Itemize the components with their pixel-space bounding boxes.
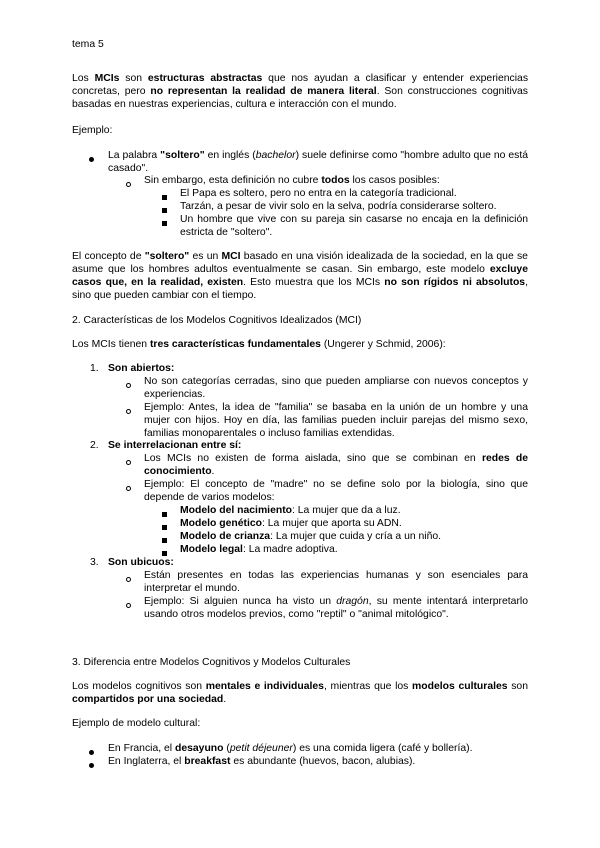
madre-model: Modelo del nacimiento: La mujer que da a luz. — [180, 505, 401, 516]
bullet-circle-icon — [126, 482, 131, 495]
list-sub-item: Ejemplo: Antes, la idea de "familia" se basaba en la unión de un hombre y una mujer con hijos. Hoy en día, las familias pueden incluir parejas del mismo sexo, familias monoparentales o incluso familias extendidas. — [144, 402, 528, 439]
list-sub-item: Los MCIs no existen de forma aislada, sino que se combinan en redes de conocimiento. — [144, 453, 529, 477]
bullet-square-icon — [162, 191, 167, 204]
bullet-square-icon — [162, 508, 167, 521]
soltero-sub-bullet: Sin embargo, esta definición no cubre todos los casos posibles: — [144, 175, 440, 186]
soltero-case: El Papa es soltero, pero no entra en la categoría tradicional. — [180, 188, 457, 199]
section-3-paragraph: Los modelos cognitivos son mentales e individuales, mientras que los modelos culturales son compartidos por una sociedad. — [72, 681, 528, 705]
bullet-circle-icon — [126, 405, 131, 418]
list-number: 2. — [90, 440, 99, 451]
ejemplo-label: Ejemplo: — [72, 125, 113, 136]
bullet-circle-icon — [126, 456, 131, 469]
bullet-circle-icon — [126, 599, 131, 612]
bullet-square-icon — [162, 217, 167, 230]
soltero-case: Un hombre que vive con su pareja sin casarse no encaja en la definición estricta de "soltero". — [180, 214, 528, 238]
section-2-lead: Los MCIs tienen tres características fundamentales (Ungerer y Schmid, 2006): — [72, 339, 446, 350]
bullet-square-icon — [162, 534, 167, 547]
soltero-bullet: La palabra "soltero" en inglés (bachelor) suele definirse como "hombre adulto que no está casado". — [108, 150, 529, 174]
bullet-circle-icon — [126, 379, 131, 392]
bullet-dot-icon — [89, 153, 94, 166]
bullet-dot-icon — [89, 759, 94, 772]
bullet-square-icon — [162, 521, 167, 534]
list-sub-item: Ejemplo: Si alguien nunca ha visto un dragón, su mente intentará interpretarlo usando otros modelos previos, como "reptil" o "animal mitológico". — [144, 596, 528, 620]
soltero-case: Tarzán, a pesar de vivir solo en la selva, podría considerarse soltero. — [180, 201, 497, 212]
bullet-square-icon — [162, 204, 167, 217]
bullet-circle-icon — [126, 573, 131, 586]
page-header: tema 5 — [72, 39, 104, 50]
section-3-heading: 3. Diferencia entre Modelos Cognitivos y Modelos Culturales — [72, 657, 351, 668]
madre-model: Modelo genético: La mujer que aporta su ADN. — [180, 518, 402, 529]
list-sub-item: Están presentes en todas las experiencias humanas y son esenciales para interpretar el mundo. — [144, 570, 528, 594]
cultural-example: En Inglaterra, el breakfast es abundante (huevos, bacon, alubias). — [108, 756, 416, 767]
bullet-circle-icon — [126, 178, 131, 191]
bullet-dot-icon — [89, 746, 94, 759]
madre-model: Modelo de crianza: La mujer que cuida y cría a un niño. — [180, 531, 442, 542]
cultural-example: En Francia, el desayuno (petit déjeuner) es una comida ligera (café y bollería). — [108, 743, 473, 754]
soltero-concept-paragraph: El concepto de "soltero" es un MCI basado en una visión idealizada de la sociedad, en la que se asume que los hombres adultos eventualmente se casan. Sin embargo, este modelo excluye casos que, en la realidad, existen. Esto muestra que los MCIs no son rígidos ni absolutos, sino que pueden cambiar con el tiempo. — [72, 251, 528, 301]
list-item-title: Son ubicuos: — [108, 557, 174, 568]
madre-model: Modelo legal: La madre adoptiva. — [180, 544, 338, 555]
list-item-title: Se interrelacionan entre sí: — [108, 440, 242, 451]
list-item-title: Son abiertos: — [108, 363, 175, 374]
list-number: 3. — [90, 557, 99, 568]
list-number: 1. — [90, 363, 99, 374]
list-sub-item: No son categorías cerradas, sino que pueden ampliarse con nuevos conceptos y experiencias. — [144, 376, 528, 400]
section-2-heading: 2. Características de los Modelos Cognitivos Idealizados (MCI) — [72, 315, 362, 326]
intro-paragraph: Los MCIs son estructuras abstractas que nos ayudan a clasificar y entender experiencias concretas, pero no representan la realidad de manera literal. Son construcciones cognitivas basadas en nuestras experiencias, cultura e interacción con el mundo. — [72, 73, 529, 110]
ejemplo-cultural-label: Ejemplo de modelo cultural: — [72, 718, 201, 729]
list-sub-item: Ejemplo: El concepto de "madre" no se define solo por la biología, sino que depende de varios modelos: — [144, 479, 528, 503]
